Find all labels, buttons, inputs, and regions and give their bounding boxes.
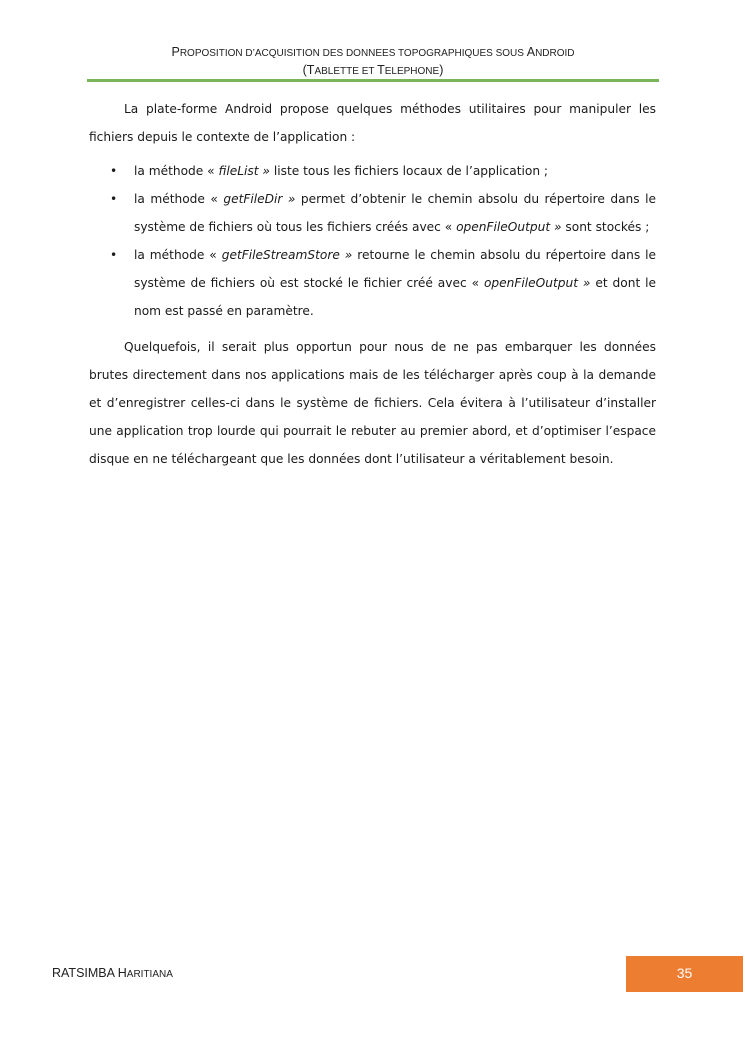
list-text: permet d’obtenir le chemin absolu du répertoire dans le système de fichiers où tous les fichiers créés avec «	[134, 192, 656, 234]
list-text: la méthode «	[134, 192, 224, 206]
body-content	[89, 95, 656, 473]
method-list	[89, 157, 656, 325]
list-item	[89, 157, 656, 185]
header-initial: T	[377, 63, 385, 77]
header-smallcaps: ABLETTE ET	[314, 66, 378, 77]
header-smallcaps: ROPOSITION D’ACQUISITION DES DONNEES TOPOGRAPHIQUES SOUS	[179, 48, 527, 59]
list-item	[89, 185, 656, 241]
second-paragraph: Quelquefois, il serait plus opportun pour nous de ne pas embarquer les données brutes directement dans nos applications mais de les télécharger après coup à la demande et d’enregistrer celles-ci dans le système de fichiers. Cela évitera à l’utilisateur d’installer une application trop lourde qui pourrait le rebuter au premier abord, et d’optimiser l’espace disque en ne téléchargeant que les données dont l’utilisateur a véritablement besoin.	[89, 340, 656, 466]
list-text: la méthode «	[134, 164, 219, 178]
author-name-initial: RATSIMBA H	[52, 966, 127, 980]
list-text: retourne le chemin absolu du répertoire dans le système de fichiers où est stocké le fichier créé avec «	[134, 248, 656, 290]
header-initial: A	[526, 45, 536, 59]
page-number-box	[626, 956, 743, 992]
header-initial: (T	[302, 63, 315, 77]
bullet-icon: •	[110, 248, 118, 262]
author-name-smallcaps: ARITIANA	[126, 969, 173, 980]
header-line-2	[88, 62, 658, 80]
list-text: la méthode «	[134, 248, 222, 262]
header-rule	[87, 79, 659, 82]
header-smallcaps: NDROID	[535, 48, 575, 59]
running-header	[88, 44, 658, 80]
list-text: et dont le nom est passé en paramètre.	[134, 276, 657, 318]
list-text: sont stockés ;	[561, 220, 650, 234]
method-name: openFileOutput »	[456, 220, 562, 234]
page-number: 35	[676, 965, 693, 981]
list-text: liste tous les fichiers locaux de l’application ;	[269, 164, 549, 178]
method-name: getFileStreamStore »	[221, 248, 353, 262]
header-initial: P	[171, 45, 180, 59]
bullet-icon: •	[110, 192, 118, 206]
method-name: fileList »	[218, 164, 270, 178]
bullet-icon: •	[110, 164, 118, 178]
method-name: getFileDir »	[223, 192, 296, 206]
list-item	[89, 241, 656, 325]
header-paren: )	[439, 63, 444, 77]
header-smallcaps: ELEPHONE	[384, 66, 440, 77]
intro-paragraph: La plate-forme Android propose quelques méthodes utilitaires pour manipuler les fichiers depuis le contexte de l’application :	[89, 102, 656, 144]
header-line-1	[88, 44, 658, 62]
author-name	[52, 966, 173, 980]
method-name: openFileOutput »	[483, 276, 591, 290]
